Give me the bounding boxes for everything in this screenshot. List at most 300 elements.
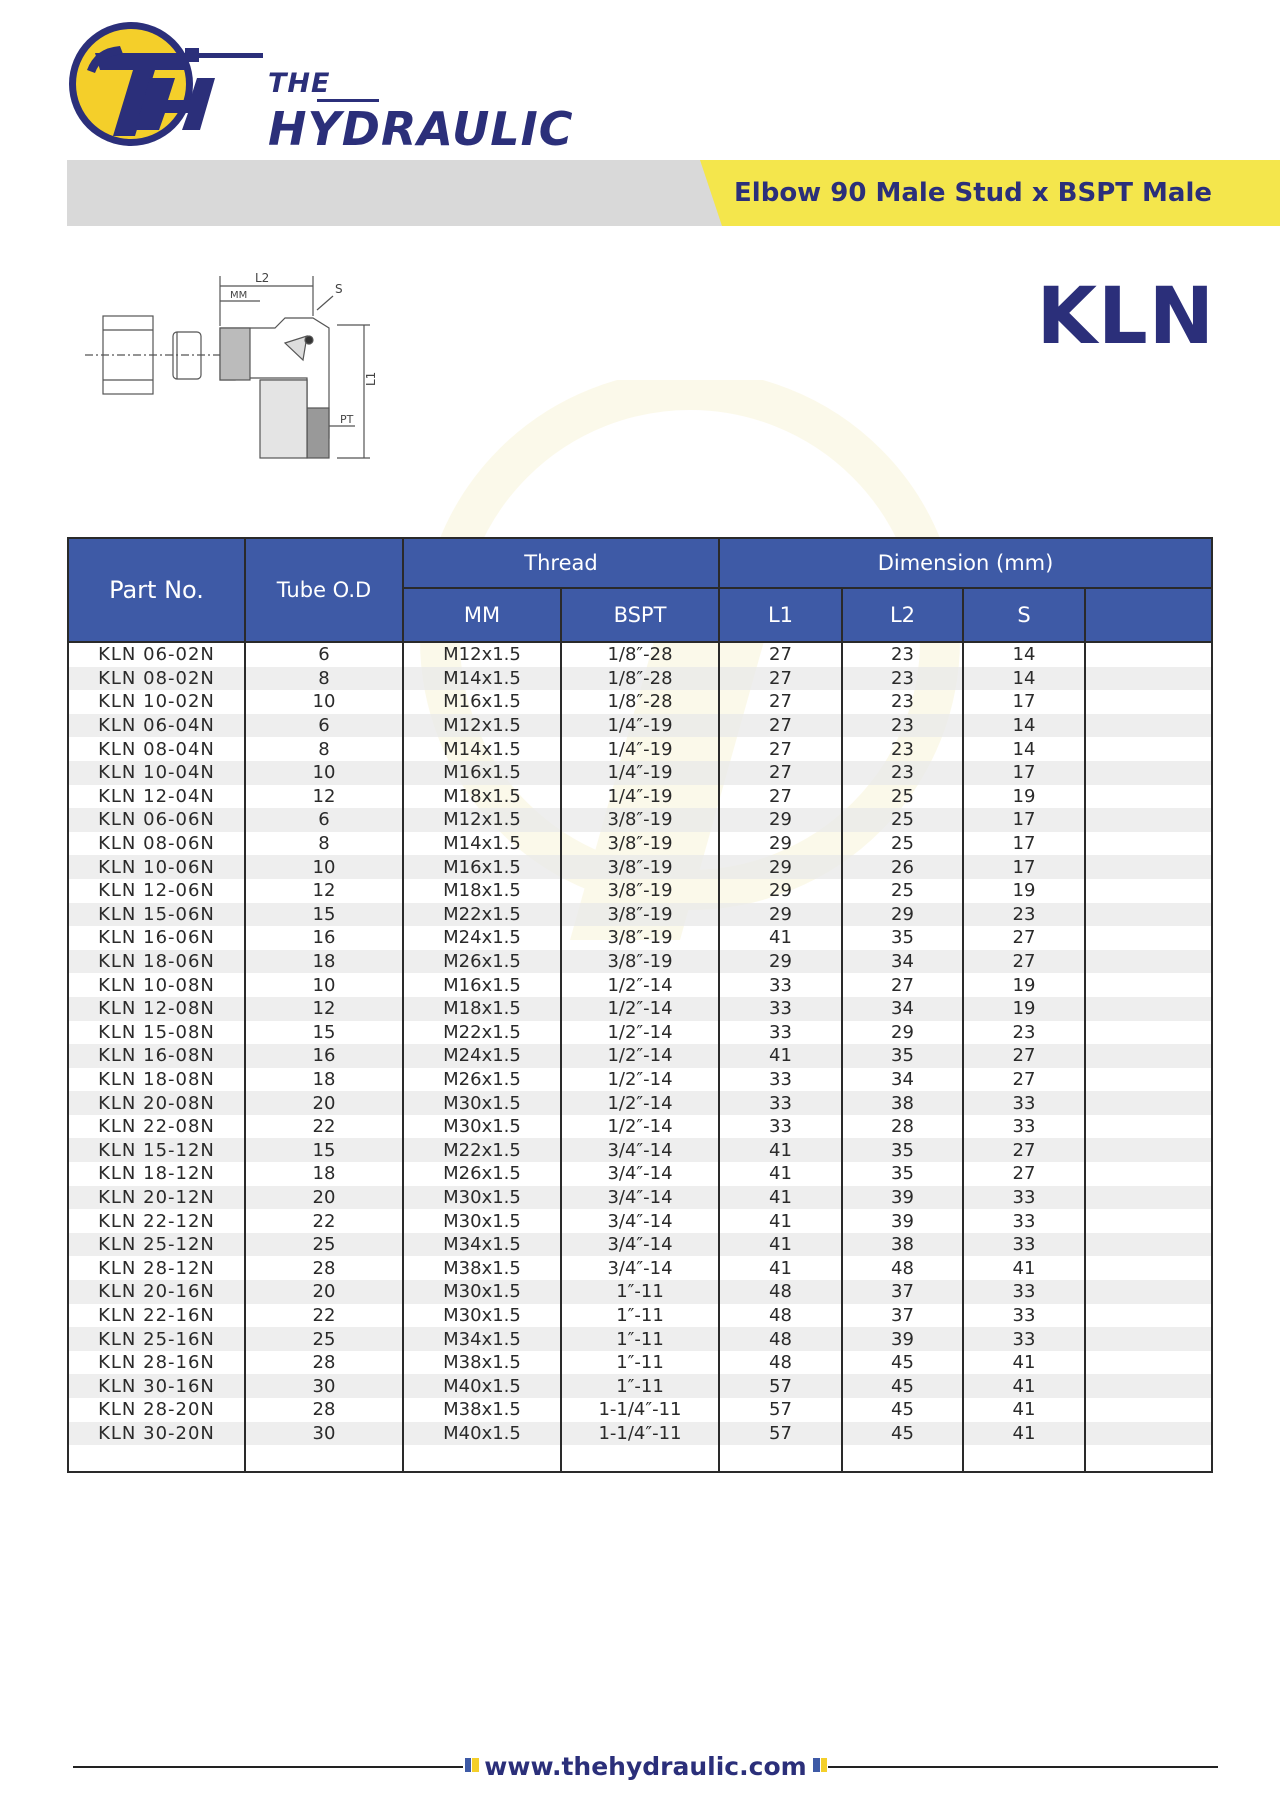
cell-dim-s: 17 [963, 855, 1085, 879]
cell-thread-bspt: 3/4″-14 [561, 1233, 719, 1257]
cell-part-no: KLN 12-08N [68, 997, 245, 1021]
table-row [68, 737, 1212, 761]
cell-dim-s: 17 [963, 690, 1085, 714]
cell-empty [1085, 642, 1212, 667]
cell-dim-l2: 25 [842, 879, 963, 903]
cell-dim-l2: 45 [842, 1374, 963, 1398]
cell-dim-l2: 25 [842, 785, 963, 809]
cell-part-no: KLN 30-16N [68, 1374, 245, 1398]
cell-thread-mm: M30x1.5 [403, 1280, 561, 1304]
cell-dim-l1: 27 [719, 785, 842, 809]
cell-thread-bspt: 3/4″-14 [561, 1162, 719, 1186]
cell-dim-l1: 48 [719, 1304, 842, 1328]
cell-thread-bspt: 3/8″-19 [561, 832, 719, 856]
cell-tube-od: 20 [245, 1186, 403, 1210]
cell-dim-s: 17 [963, 832, 1085, 856]
cell-part-no: KLN 12-04N [68, 785, 245, 809]
cell-empty [1085, 1186, 1212, 1210]
cell-dim-s: 19 [963, 785, 1085, 809]
cell-thread-bspt: 1″-11 [561, 1280, 719, 1304]
table-row [68, 1021, 1212, 1045]
cell-thread-bspt: 1/4″-19 [561, 761, 719, 785]
cell-thread-mm: M16x1.5 [403, 973, 561, 997]
cell-dim-l1: 57 [719, 1398, 842, 1422]
cell-dim-l2: 23 [842, 667, 963, 691]
label-l1: L1 [364, 371, 378, 386]
header-l1: L1 [719, 588, 842, 642]
table-row [68, 1351, 1212, 1375]
cell-thread-mm: M16x1.5 [403, 690, 561, 714]
cell-empty [1085, 1209, 1212, 1233]
cell-thread-bspt: 1/2″-14 [561, 997, 719, 1021]
label-pt: PT [340, 413, 354, 426]
cell-thread-bspt: 3/4″-14 [561, 1186, 719, 1210]
cell-tube-od: 25 [245, 1327, 403, 1351]
cell-empty [1085, 855, 1212, 879]
cell-part-no: KLN 22-08N [68, 1115, 245, 1139]
cell-thread-bspt: 1/8″-28 [561, 667, 719, 691]
cell-tube-od: 16 [245, 926, 403, 950]
cell-thread-mm: M38x1.5 [403, 1351, 561, 1375]
cell-part-no: KLN 18-12N [68, 1162, 245, 1186]
cell-empty [1085, 1304, 1212, 1328]
cell-tube-od: 8 [245, 737, 403, 761]
cell-dim-s: 33 [963, 1233, 1085, 1257]
cell-dim-l2: 27 [842, 973, 963, 997]
cell-dim-l2: 45 [842, 1398, 963, 1422]
header-thread: Thread [403, 538, 719, 588]
cell-dim-l2: 39 [842, 1327, 963, 1351]
cell-dim-s: 17 [963, 808, 1085, 832]
table-row [68, 785, 1212, 809]
cell-dim-l1: 29 [719, 855, 842, 879]
cell-thread-bspt: 1/2″-14 [561, 1068, 719, 1092]
cell-part-no: KLN 15-06N [68, 903, 245, 927]
table-row [68, 642, 1212, 667]
cell-part-no: KLN 15-12N [68, 1138, 245, 1162]
table-row [68, 879, 1212, 903]
cell-thread-mm: M30x1.5 [403, 1115, 561, 1139]
cell-dim-s: 14 [963, 667, 1085, 691]
cell-dim-s: 33 [963, 1091, 1085, 1115]
cell-dim-l2: 25 [842, 808, 963, 832]
cell-part-no: KLN 22-12N [68, 1209, 245, 1233]
cell-thread-mm: M40x1.5 [403, 1374, 561, 1398]
cell-dim-l2: 35 [842, 926, 963, 950]
cell-thread-mm: M18x1.5 [403, 997, 561, 1021]
cell-dim-l2: 29 [842, 903, 963, 927]
cell-dim-s: 14 [963, 714, 1085, 738]
cell-dim-l2: 45 [842, 1351, 963, 1375]
cell-dim-l1: 27 [719, 737, 842, 761]
cell-thread-bspt: 1/2″-14 [561, 1091, 719, 1115]
cell-tube-od: 28 [245, 1398, 403, 1422]
cell-tube-od: 10 [245, 690, 403, 714]
cell-tube-od: 8 [245, 832, 403, 856]
cell-part-no: KLN 06-06N [68, 808, 245, 832]
cell-thread-bspt: 1-1/4″-11 [561, 1422, 719, 1446]
cell-tube-od: 25 [245, 1233, 403, 1257]
cell-dim-l2: 38 [842, 1091, 963, 1115]
cell-thread-mm: M40x1.5 [403, 1422, 561, 1446]
cell-dim-l2: 34 [842, 997, 963, 1021]
cell-thread-mm: M34x1.5 [403, 1327, 561, 1351]
cell-dim-l2: 28 [842, 1115, 963, 1139]
cell-empty [1085, 1162, 1212, 1186]
table-row [68, 1280, 1212, 1304]
cell-thread-mm: M26x1.5 [403, 950, 561, 974]
cell-empty [561, 1445, 719, 1472]
cell-thread-bspt: 1/4″-19 [561, 737, 719, 761]
header-part-no: Part No. [68, 538, 245, 642]
cell-dim-l1: 29 [719, 808, 842, 832]
cell-empty [1085, 1091, 1212, 1115]
cell-dim-l2: 35 [842, 1162, 963, 1186]
cell-empty [842, 1445, 963, 1472]
cell-dim-l2: 23 [842, 737, 963, 761]
cell-dim-s: 41 [963, 1374, 1085, 1398]
cell-dim-s: 41 [963, 1398, 1085, 1422]
cell-thread-bspt: 1/2″-14 [561, 973, 719, 997]
table-row [68, 1186, 1212, 1210]
cell-dim-l1: 48 [719, 1351, 842, 1375]
cell-empty [1085, 950, 1212, 974]
cell-part-no: KLN 28-20N [68, 1398, 245, 1422]
cell-empty [963, 1445, 1085, 1472]
cell-part-no: KLN 28-16N [68, 1351, 245, 1375]
cell-part-no: KLN 10-04N [68, 761, 245, 785]
cell-dim-l1: 33 [719, 1115, 842, 1139]
table-row [68, 1256, 1212, 1280]
cell-empty [1085, 879, 1212, 903]
cell-part-no: KLN 15-08N [68, 1021, 245, 1045]
cell-empty [1085, 1398, 1212, 1422]
cell-empty [1085, 761, 1212, 785]
cell-dim-s: 41 [963, 1351, 1085, 1375]
cell-tube-od: 30 [245, 1422, 403, 1446]
cell-empty [1085, 1068, 1212, 1092]
cell-dim-l1: 41 [719, 1209, 842, 1233]
cell-dim-l2: 38 [842, 1233, 963, 1257]
cell-dim-l1: 41 [719, 1162, 842, 1186]
cell-tube-od: 28 [245, 1351, 403, 1375]
cell-dim-l1: 41 [719, 1044, 842, 1068]
cell-part-no: KLN 20-12N [68, 1186, 245, 1210]
cell-tube-od: 18 [245, 1162, 403, 1186]
cell-tube-od: 22 [245, 1115, 403, 1139]
cell-part-no: KLN 12-06N [68, 879, 245, 903]
cell-thread-mm: M38x1.5 [403, 1256, 561, 1280]
cell-empty [1085, 1138, 1212, 1162]
cell-dim-l2: 35 [842, 1044, 963, 1068]
cell-empty [1085, 714, 1212, 738]
cell-thread-mm: M14x1.5 [403, 737, 561, 761]
cell-dim-l1: 29 [719, 903, 842, 927]
cell-dim-s: 27 [963, 1138, 1085, 1162]
cell-dim-s: 33 [963, 1186, 1085, 1210]
header-l2: L2 [842, 588, 963, 642]
cell-thread-bspt: 3/8″-19 [561, 855, 719, 879]
cell-dim-s: 14 [963, 737, 1085, 761]
cell-thread-bspt: 3/8″-19 [561, 879, 719, 903]
cell-empty [1085, 903, 1212, 927]
table-row [68, 1327, 1212, 1351]
cell-part-no: KLN 10-08N [68, 973, 245, 997]
cell-dim-l1: 29 [719, 832, 842, 856]
cell-dim-s: 19 [963, 997, 1085, 1021]
cell-dim-s: 27 [963, 1068, 1085, 1092]
cell-empty [1085, 832, 1212, 856]
cell-dim-l1: 33 [719, 997, 842, 1021]
cell-thread-mm: M12x1.5 [403, 642, 561, 667]
table-row [68, 973, 1212, 997]
fitting-drawing [85, 268, 425, 478]
cell-dim-l1: 41 [719, 1256, 842, 1280]
cell-part-no: KLN 18-06N [68, 950, 245, 974]
cell-dim-s: 23 [963, 1021, 1085, 1045]
cell-dim-l1: 29 [719, 879, 842, 903]
cell-thread-bspt: 1/4″-19 [561, 785, 719, 809]
cell-thread-mm: M26x1.5 [403, 1162, 561, 1186]
cell-tube-od: 20 [245, 1280, 403, 1304]
cell-part-no: KLN 08-06N [68, 832, 245, 856]
header-tube-od: Tube O.D [245, 538, 403, 642]
cell-dim-l1: 27 [719, 667, 842, 691]
table-row [68, 1138, 1212, 1162]
cell-part-no: KLN 06-04N [68, 714, 245, 738]
cell-empty [1085, 737, 1212, 761]
cell-tube-od: 18 [245, 950, 403, 974]
cell-dim-l2: 35 [842, 1138, 963, 1162]
cell-tube-od: 10 [245, 855, 403, 879]
header-bspt: BSPT [561, 588, 719, 642]
cell-thread-mm: M26x1.5 [403, 1068, 561, 1092]
table-row [68, 1068, 1212, 1092]
cell-dim-l1: 33 [719, 1021, 842, 1045]
cell-tube-od: 12 [245, 879, 403, 903]
cell-thread-mm: M22x1.5 [403, 1021, 561, 1045]
cell-empty [1085, 1044, 1212, 1068]
cell-thread-mm: M16x1.5 [403, 761, 561, 785]
cell-empty [1085, 1233, 1212, 1257]
cell-dim-s: 19 [963, 973, 1085, 997]
cell-empty [1085, 1256, 1212, 1280]
cell-tube-od: 15 [245, 1021, 403, 1045]
cell-part-no: KLN 18-08N [68, 1068, 245, 1092]
table-row [68, 761, 1212, 785]
table-row [68, 1233, 1212, 1257]
cell-tube-od: 6 [245, 642, 403, 667]
cell-dim-l1: 48 [719, 1327, 842, 1351]
cell-dim-s: 14 [963, 642, 1085, 667]
cell-thread-bspt: 1/2″-14 [561, 1021, 719, 1045]
cell-thread-mm: M30x1.5 [403, 1209, 561, 1233]
cell-thread-bspt: 1″-11 [561, 1327, 719, 1351]
table-row [68, 714, 1212, 738]
table-row [68, 832, 1212, 856]
cell-tube-od: 28 [245, 1256, 403, 1280]
cell-tube-od: 6 [245, 808, 403, 832]
cell-dim-l2: 48 [842, 1256, 963, 1280]
cell-dim-l1: 48 [719, 1280, 842, 1304]
label-mm: MM [230, 290, 248, 301]
spec-table-container [67, 537, 1211, 1473]
cell-tube-od: 15 [245, 1138, 403, 1162]
cell-tube-od: 22 [245, 1304, 403, 1328]
cell-dim-l2: 25 [842, 832, 963, 856]
table-row [68, 1398, 1212, 1422]
product-title: Elbow 90 Male Stud x BSPT Male [734, 178, 1212, 208]
title-banner [67, 160, 1280, 226]
cell-dim-l2: 23 [842, 714, 963, 738]
cell-thread-bspt: 1/8″-28 [561, 642, 719, 667]
cell-dim-s: 19 [963, 879, 1085, 903]
cell-part-no: KLN 22-16N [68, 1304, 245, 1328]
cell-tube-od: 10 [245, 973, 403, 997]
cell-dim-l2: 23 [842, 642, 963, 667]
cell-tube-od: 6 [245, 714, 403, 738]
cell-dim-l1: 27 [719, 761, 842, 785]
header-s: S [963, 588, 1085, 642]
table-row [68, 950, 1212, 974]
header-mm: MM [403, 588, 561, 642]
table-row [68, 997, 1212, 1021]
cell-thread-mm: M22x1.5 [403, 903, 561, 927]
cell-thread-bspt: 1″-11 [561, 1351, 719, 1375]
cell-thread-mm: M18x1.5 [403, 879, 561, 903]
cell-empty [1085, 785, 1212, 809]
table-row [68, 855, 1212, 879]
cell-thread-bspt: 1-1/4″-11 [561, 1398, 719, 1422]
cell-thread-bspt: 1″-11 [561, 1304, 719, 1328]
header-empty [1085, 588, 1212, 642]
cell-dim-l1: 57 [719, 1422, 842, 1446]
cell-dim-s: 33 [963, 1304, 1085, 1328]
cell-thread-mm: M38x1.5 [403, 1398, 561, 1422]
logo-emblem-icon [65, 18, 265, 153]
table-row [68, 1115, 1212, 1139]
cell-empty [1085, 1327, 1212, 1351]
cell-empty [1085, 1115, 1212, 1139]
cell-empty [1085, 1374, 1212, 1398]
cell-empty [1085, 926, 1212, 950]
label-l2: L2 [255, 271, 270, 285]
cell-thread-mm: M34x1.5 [403, 1233, 561, 1257]
website-link[interactable]: www.thehydraulic.com [484, 1752, 807, 1781]
cell-dim-l1: 41 [719, 1138, 842, 1162]
cell-dim-s: 27 [963, 1044, 1085, 1068]
brand-name-line2: HYDRAULIC [268, 102, 574, 156]
table-row [68, 808, 1212, 832]
brand-name-line1: THE [268, 68, 331, 99]
cell-empty [245, 1445, 403, 1472]
cell-dim-l1: 41 [719, 1233, 842, 1257]
cell-dim-l2: 39 [842, 1209, 963, 1233]
cell-thread-mm: M30x1.5 [403, 1304, 561, 1328]
cell-dim-l2: 23 [842, 690, 963, 714]
cell-dim-l1: 41 [719, 926, 842, 950]
cell-dim-l2: 26 [842, 855, 963, 879]
table-row [68, 1044, 1212, 1068]
cell-part-no: KLN 08-04N [68, 737, 245, 761]
cell-tube-od: 30 [245, 1374, 403, 1398]
table-row [68, 926, 1212, 950]
table-row [68, 1091, 1212, 1115]
brand-logo [65, 18, 574, 156]
cell-thread-mm: M14x1.5 [403, 667, 561, 691]
cell-thread-bspt: 1/2″-14 [561, 1044, 719, 1068]
spec-table-body [68, 642, 1212, 1472]
cell-thread-mm: M12x1.5 [403, 808, 561, 832]
cell-dim-l1: 27 [719, 642, 842, 667]
cell-thread-bspt: 3/4″-14 [561, 1256, 719, 1280]
table-row [68, 1422, 1212, 1446]
cell-thread-mm: M16x1.5 [403, 855, 561, 879]
cell-empty [68, 1445, 245, 1472]
cell-tube-od: 12 [245, 997, 403, 1021]
cell-dim-l1: 33 [719, 1091, 842, 1115]
cell-thread-mm: M24x1.5 [403, 1044, 561, 1068]
cell-part-no: KLN 08-02N [68, 667, 245, 691]
cell-empty [1085, 1422, 1212, 1446]
cell-thread-bspt: 1/8″-28 [561, 690, 719, 714]
cell-tube-od: 18 [245, 1068, 403, 1092]
cell-empty [403, 1445, 561, 1472]
spec-table [67, 537, 1213, 1473]
cell-dim-l1: 27 [719, 714, 842, 738]
cell-thread-bspt: 3/8″-19 [561, 926, 719, 950]
table-row [68, 903, 1212, 927]
cell-dim-s: 27 [963, 1162, 1085, 1186]
cell-dim-s: 33 [963, 1280, 1085, 1304]
cell-empty [1085, 667, 1212, 691]
cell-dim-s: 27 [963, 926, 1085, 950]
table-row [68, 1374, 1212, 1398]
cell-thread-bspt: 3/8″-19 [561, 808, 719, 832]
cell-thread-mm: M14x1.5 [403, 832, 561, 856]
cell-empty [1085, 690, 1212, 714]
cell-empty [719, 1445, 842, 1472]
cell-thread-bspt: 3/8″-19 [561, 903, 719, 927]
cell-empty [1085, 997, 1212, 1021]
cell-tube-od: 15 [245, 903, 403, 927]
table-row [68, 667, 1212, 691]
cell-dim-l2: 39 [842, 1186, 963, 1210]
cell-dim-l2: 34 [842, 950, 963, 974]
cell-tube-od: 12 [245, 785, 403, 809]
footer [73, 1752, 1218, 1782]
cell-dim-s: 17 [963, 761, 1085, 785]
cell-dim-l1: 33 [719, 973, 842, 997]
cell-thread-mm: M30x1.5 [403, 1186, 561, 1210]
cell-thread-bspt: 3/4″-14 [561, 1138, 719, 1162]
cell-dim-l2: 45 [842, 1422, 963, 1446]
cell-thread-bspt: 3/8″-19 [561, 950, 719, 974]
header-dimension: Dimension (mm) [719, 538, 1212, 588]
label-s: S [335, 282, 343, 296]
cell-dim-s: 41 [963, 1256, 1085, 1280]
table-padding-row [68, 1445, 1212, 1472]
cell-tube-od: 10 [245, 761, 403, 785]
cell-part-no: KLN 10-02N [68, 690, 245, 714]
cell-part-no: KLN 10-06N [68, 855, 245, 879]
cell-dim-l1: 41 [719, 1186, 842, 1210]
cell-dim-l1: 27 [719, 690, 842, 714]
cell-dim-s: 33 [963, 1115, 1085, 1139]
cell-dim-l2: 34 [842, 1068, 963, 1092]
cell-part-no: KLN 28-12N [68, 1256, 245, 1280]
cell-dim-s: 27 [963, 950, 1085, 974]
